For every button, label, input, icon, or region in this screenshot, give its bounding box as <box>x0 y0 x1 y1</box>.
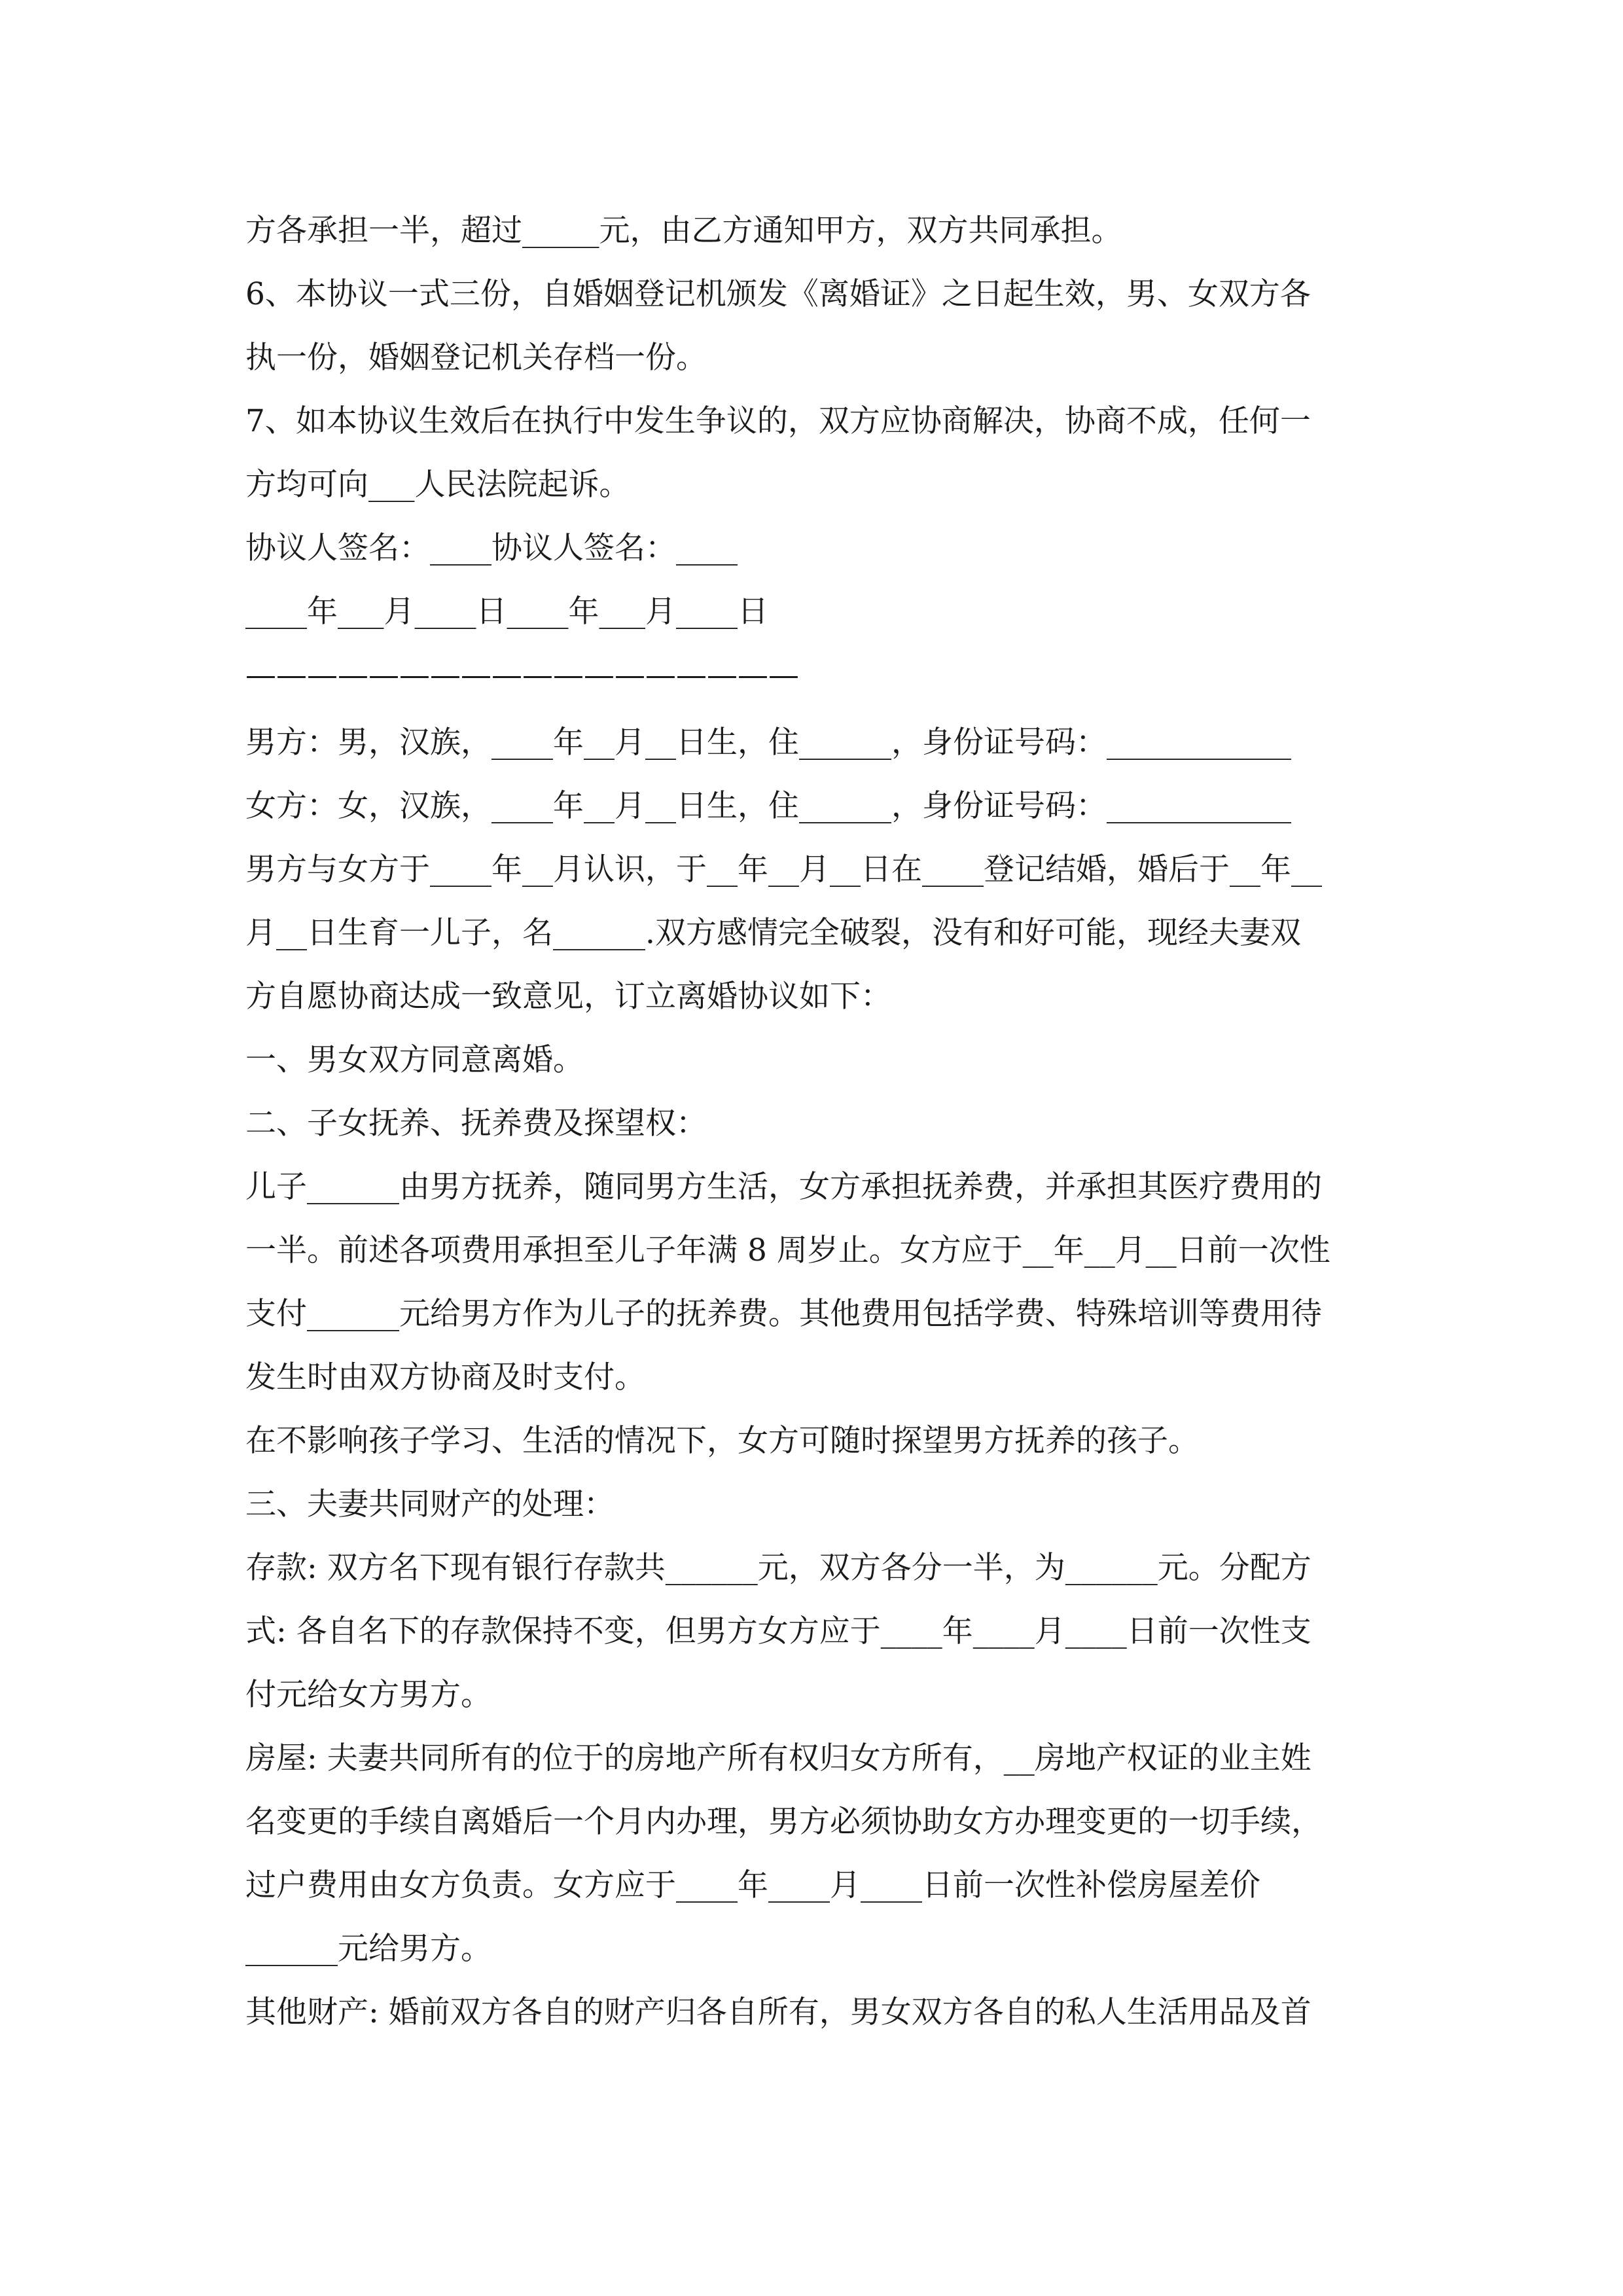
text-line: 7、如本协议生效后在执行中发生争议的，双方应协商解决，协商不成，任何一 <box>245 403 1311 439</box>
text-line: 男方：男，汉族，____年__月__日生，住______，身份证号码：____________ <box>245 725 1291 761</box>
text-line: 方均可向___人民法院起诉。 <box>245 467 630 503</box>
text-line: 存款: 双方名下现有银行存款共______元，双方各分一半，为______元。分配方 <box>245 1550 1311 1586</box>
text-line: 一半。前述各项费用承担至儿子年满 8 周岁止。女方应于__年__月__日前一次性 <box>245 1232 1330 1268</box>
text-line: 在不影响孩子学习、生活的情况下，女方可随时探望男方抚养的孩子。 <box>245 1423 1199 1459</box>
text-line: 执一份，婚姻登记机关存档一份。 <box>245 340 707 376</box>
signature-line: 协议人签名：____协议人签名：____ <box>245 530 738 566</box>
text-line: 房屋: 夫妻共同所有的位于的房地产所有权归女方所有，__房地产权证的业主姓 <box>245 1740 1311 1776</box>
section-heading: 一、男女双方同意离婚。 <box>245 1042 584 1078</box>
text-line: 女方：女，汉族，____年__月__日生，住______，身份证号码：____________ <box>245 788 1291 824</box>
text-line: 过户费用由女方负责。女方应于____年____月____日前一次性补偿房屋差价 <box>245 1867 1260 1903</box>
date-line: ____年___月____日____年___月____日 <box>245 594 768 630</box>
text-line: 发生时由双方协商及时支付。 <box>245 1359 645 1395</box>
text-line: 儿子______由男方抚养，随同男方生活，女方承担抚养费，并承担其医疗费用的 <box>245 1169 1322 1205</box>
text-line: 6、本协议一式三份，自婚姻登记机颁发《离婚证》之日起生效，男、女双方各 <box>245 276 1311 312</box>
separator-line: —————————————————— <box>245 657 799 693</box>
section-heading: 三、夫妻共同财产的处理： <box>245 1486 615 1522</box>
text-line: 男方与女方于____年__月认识，于__年__月__日在____登记结婚，婚后于__年__ <box>245 852 1322 888</box>
text-line: ______元给男方。 <box>245 1931 491 1967</box>
text-line: 付元给女方男方。 <box>245 1677 491 1713</box>
text-line: 名变更的手续自离婚后一个月内办理，男方必须协助女方办理变更的一切手续， <box>245 1804 1322 1840</box>
text-line: 支付______元给男方作为儿子的抚养费。其他费用包括学费、特殊培训等费用待 <box>245 1296 1322 1332</box>
text-line: 方各承担一半，超过_____元，由乙方通知甲方，双方共同承担。 <box>245 213 1122 249</box>
section-heading: 二、子女抚养、抚养费及探望权： <box>245 1105 707 1141</box>
text-line: 方自愿协商达成一致意见，订立离婚协议如下： <box>245 978 891 1014</box>
text-line: 其他财产: 婚前双方各自的财产归各自所有，男女双方各自的私人生活用品及首 <box>245 1994 1311 2030</box>
text-line: 式: 各自名下的存款保持不变，但男方女方应于____年____月____日前一次性支 <box>245 1613 1311 1649</box>
text-line: 月__日生育一儿子，名______.双方感情完全破裂，没有和好可能，现经夫妻双 <box>245 915 1301 951</box>
